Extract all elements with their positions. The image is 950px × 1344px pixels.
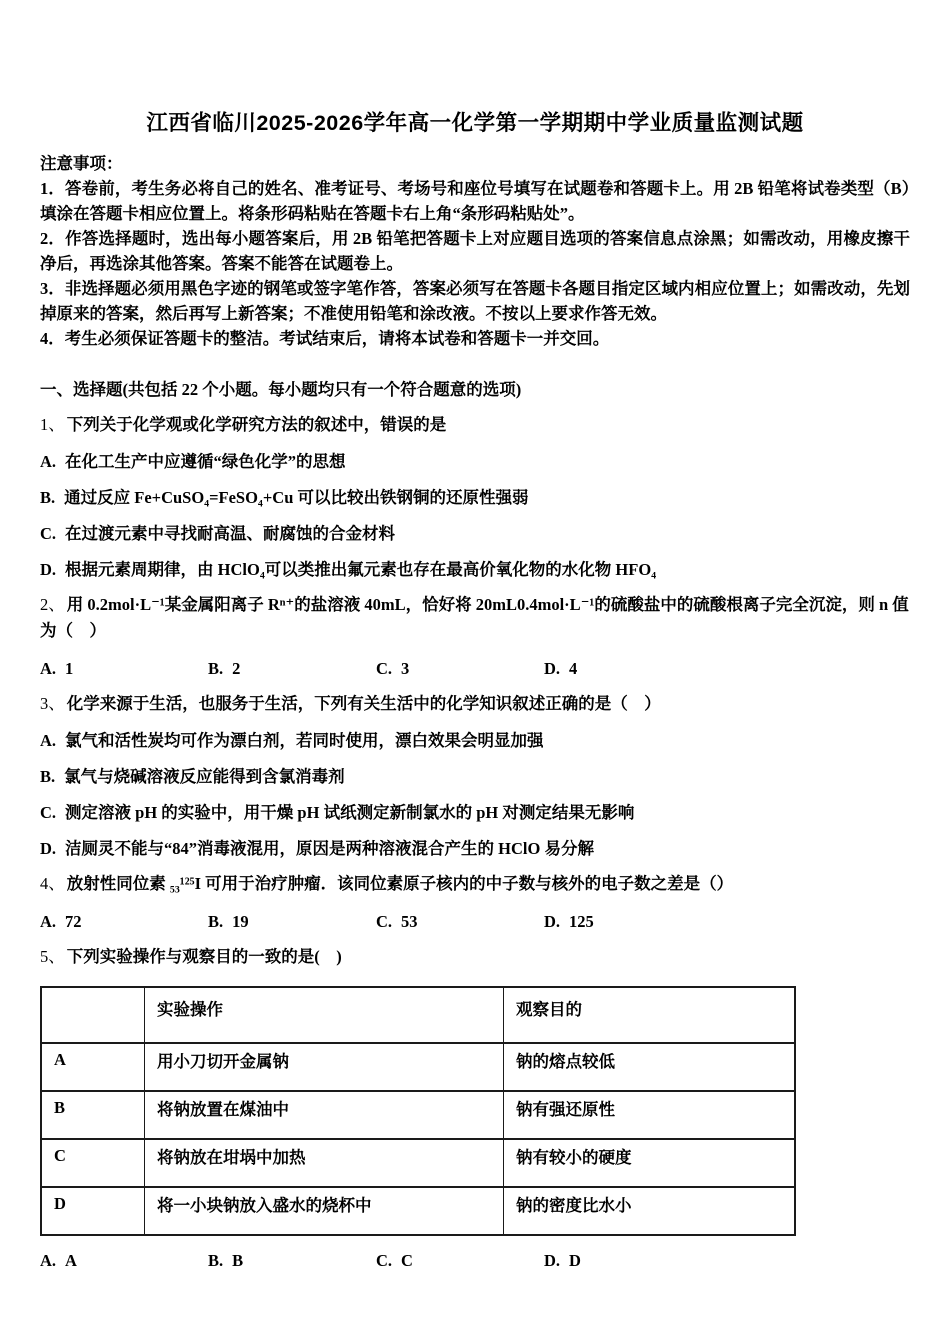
question-5-number: 5、 [40, 947, 65, 966]
question-2-text: 用 0.2mol·L⁻¹某金属阳离子 Rⁿ⁺的盐溶液 40mL，恰好将 20mL0.4mol·L⁻¹的硫酸盐中的硫酸根离子完全沉淀，则 n 值为（ ） [40, 595, 909, 640]
option-text: A [65, 1251, 77, 1270]
q5-experiment-table [40, 986, 796, 1236]
table-header-operation: 实验操作 [145, 987, 504, 1043]
option-text: 氯气和活性炭均可作为漂白剂，若同时使用，漂白效果会明显加强 [65, 731, 544, 750]
question-3 [40, 691, 910, 861]
question-5-option-a [40, 1248, 208, 1273]
option-text: 72 [65, 912, 82, 931]
option-text: 4 [569, 659, 578, 678]
question-1-text: 下列关于化学观或化学研究方法的叙述中，错误的是 [66, 415, 447, 434]
question-2 [40, 592, 910, 681]
option-text: 1 [65, 659, 74, 678]
option-label: C. [376, 1251, 393, 1270]
option-label: B. [208, 1251, 224, 1270]
question-2-option-a [40, 656, 208, 681]
question-3-text: 化学来源于生活，也服务于生活，下列有关生活中的化学知识叙述正确的是（ ） [66, 694, 661, 713]
question-5-options [40, 1248, 910, 1273]
table-header-purpose: 观察目的 [504, 987, 796, 1043]
question-4-option-c [376, 909, 544, 934]
question-3-option-c [40, 800, 910, 825]
table-row-b [41, 1091, 795, 1139]
question-3-option-b [40, 764, 910, 789]
option-text: 通过反应 Fe+CuSO₄=FeSO₄+Cu 可以比较出铁钢铜的还原性强弱 [64, 488, 529, 507]
question-5-option-d [544, 1248, 581, 1273]
row-b-purpose: 钠有强还原性 [504, 1091, 796, 1139]
option-label: D. [544, 659, 561, 678]
row-c-operation: 将钠放在坩埚中加热 [145, 1139, 504, 1187]
option-label: B. [40, 767, 56, 786]
option-label: B. [208, 659, 224, 678]
question-5-option-b [208, 1248, 376, 1273]
option-label: A. [40, 912, 57, 931]
row-c-label: C [41, 1139, 145, 1187]
question-3-number: 3、 [40, 694, 65, 713]
option-text: C [401, 1251, 413, 1270]
notice-section [40, 151, 910, 351]
notice-item-3: 3．非选择题必须用黑色字迹的钢笔或签字笔作答，答案必须写在答题卡各题目指定区域内相应位置上；如需改动，先划掉原来的答案，然后再写上新答案；不准使用铅笔和涂改液。不按以上要求作答无效。 [40, 279, 910, 323]
option-label: B. [208, 912, 224, 931]
question-2-number: 2、 [40, 595, 65, 614]
notice-item-1: 1．答卷前，考生务必将自己的姓名、准考证号、考场号和座位号填写在试题卷和答题卡上。用 2B 铅笔将试卷类型（B）填涂在答题卡相应位置上。将条形码粘贴在答题卡右上角“条形码粘贴处”。 [40, 179, 910, 223]
option-label: A. [40, 659, 57, 678]
option-text: 根据元素周期律，由 HClO₄可以类推出氟元素也存在最高价氧化物的水化物 HFO₄ [65, 560, 657, 579]
option-label: C. [40, 524, 57, 543]
table-row-a [41, 1043, 795, 1091]
notice-item-4: 4．考生必须保证答题卡的整洁。考试结束后，请将本试卷和答题卡一并交回。 [40, 329, 610, 348]
option-label: D. [544, 912, 561, 931]
row-c-purpose: 钠有较小的硬度 [504, 1139, 796, 1187]
option-label: C. [40, 803, 57, 822]
section-heading: 一、选择题(共包括 22 个小题。每小题均只有一个符合题意的选项) [40, 380, 522, 399]
option-label: A. [40, 1251, 57, 1270]
question-2-options [40, 656, 910, 681]
table-header-empty [41, 987, 145, 1043]
question-1-number: 1、 [40, 415, 65, 434]
row-d-label: D [41, 1187, 145, 1235]
option-text: 洁厕灵不能与“84”消毒液混用，原因是两种溶液混合产生的 HClO 易分解 [65, 839, 594, 858]
question-4-option-a [40, 909, 208, 934]
row-a-purpose: 钠的熔点较低 [504, 1043, 796, 1091]
question-5-stem [40, 944, 910, 970]
row-a-label: A [41, 1043, 145, 1091]
row-a-operation: 用小刀切开金属钠 [145, 1043, 504, 1091]
question-2-option-c [376, 656, 544, 681]
page-title: 江西省临川2025-2026学年高一化学第一学期期中学业质量监测试题 [146, 111, 804, 135]
option-text: 氯气与烧碱溶液反应能得到含氯消毒剂 [64, 767, 345, 786]
table-row-d [41, 1187, 795, 1235]
option-label: C. [376, 659, 393, 678]
question-3-stem [40, 691, 910, 717]
option-text: 3 [401, 659, 410, 678]
question-4-text: 放射性同位素 ₅₃¹²⁵I 可用于治疗肿瘤．该同位素原子核内的中子数与核外的电子数之差是（） [66, 874, 734, 893]
question-5 [40, 944, 910, 1273]
question-3-option-d [40, 836, 910, 861]
row-b-operation: 将钠放置在煤油中 [145, 1091, 504, 1139]
notice-item-2: 2．作答选择题时，选出每小题答案后，用 2B 铅笔把答题卡上对应题目选项的答案信息点涂黑；如需改动，用橡皮擦干净后，再选涂其他答案。答案不能答在试题卷上。 [40, 229, 910, 273]
option-text: 19 [232, 912, 249, 931]
option-label: C. [376, 912, 393, 931]
option-text: 2 [232, 659, 241, 678]
option-label: A. [40, 452, 57, 471]
option-text: B [232, 1251, 244, 1270]
table-header-row [41, 987, 795, 1043]
question-1-option-a [40, 449, 910, 474]
option-text: 测定溶液 pH 的实验中，用干燥 pH 试纸测定新制氯水的 pH 对测定结果无影响 [65, 803, 635, 822]
row-d-purpose: 钠的密度比水小 [504, 1187, 796, 1235]
option-text: 在过渡元素中寻找耐高温、耐腐蚀的合金材料 [65, 524, 396, 543]
question-1-stem [40, 412, 910, 438]
question-2-stem [40, 592, 910, 644]
notice-heading: 注意事项： [40, 154, 123, 173]
question-4-option-b [208, 909, 376, 934]
row-b-label: B [41, 1091, 145, 1139]
option-text: 53 [401, 912, 418, 931]
option-label: D. [40, 839, 57, 858]
question-4-stem [40, 871, 910, 897]
option-label: A. [40, 731, 57, 750]
question-1 [40, 412, 910, 582]
row-d-operation: 将一小块钠放入盛水的烧杯中 [145, 1187, 504, 1235]
question-5-text: 下列实验操作与观察目的一致的是( ) [66, 947, 342, 966]
question-5-option-c [376, 1248, 544, 1273]
option-text: 125 [569, 912, 594, 931]
option-label: B. [40, 488, 56, 507]
question-1-option-b [40, 485, 910, 510]
question-2-option-b [208, 656, 376, 681]
question-3-option-a [40, 728, 910, 753]
option-label: D. [40, 560, 57, 579]
question-2-option-d [544, 656, 577, 681]
question-4 [40, 871, 910, 934]
question-4-number: 4、 [40, 874, 65, 893]
table-row-c [41, 1139, 795, 1187]
question-4-option-d [544, 909, 594, 934]
option-text: D [569, 1251, 581, 1270]
question-1-option-c [40, 521, 910, 546]
option-text: 在化工生产中应遵循“绿色化学”的思想 [65, 452, 346, 471]
option-label: D. [544, 1251, 561, 1270]
question-1-option-d [40, 557, 910, 582]
question-4-options [40, 909, 910, 934]
